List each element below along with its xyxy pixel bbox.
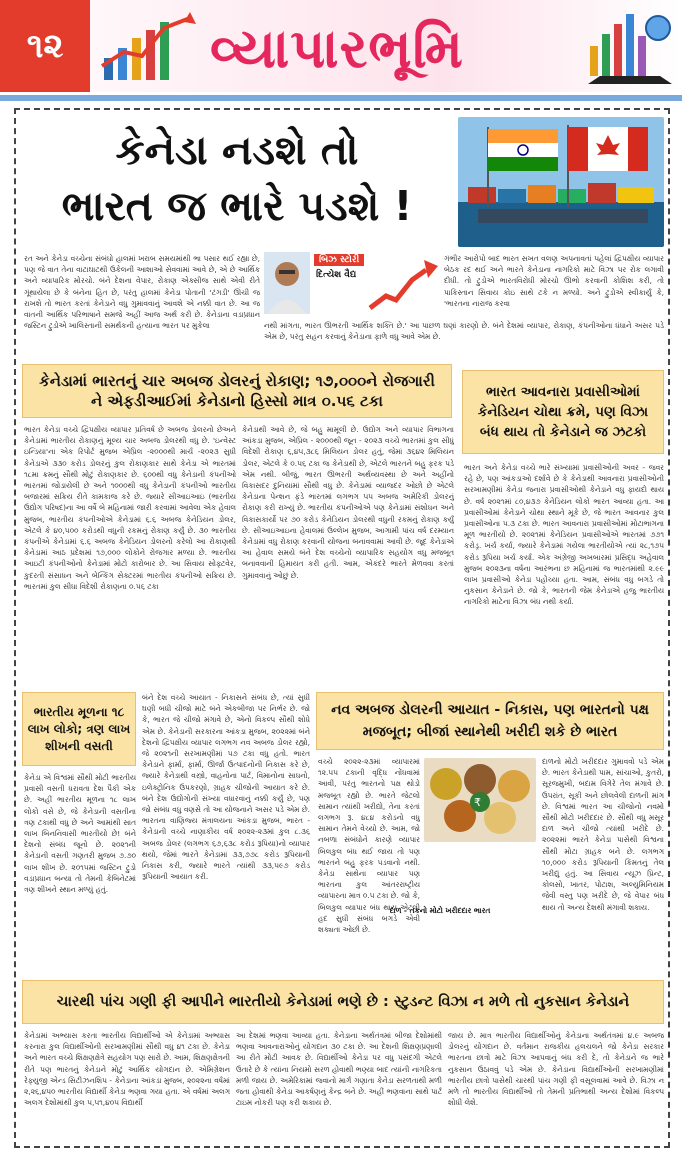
lead-column-3: નથી માંગતા, ભારત ઊભરતી આર્થિક શક્તિ છે.' આ પાછળ ઘણાં કારણો છે. બંને દેશમાં વ્યાપાર, રોકાણ, કંપનીઓના ધંધાને અસર પડે એમ છે, પરંતુ સહન કરવાનું કેનેડાના ફાળે વધુ આવે એમ છે. <box>264 321 664 342</box>
author-avatar <box>264 252 310 314</box>
trade-image-caption: દાળ - તકનો મોટો ખરીદદાર ભારત <box>389 906 491 915</box>
lead-column-2: ગંભીર આરોપો બાદ ભારત સખત વલણ અપનાવતાં પહેલાં દ્વિપક્ષીય વ્યાપાર બેઠક રદ થઈ અને ભારતે કેનેડાના નાગરિકો માટે વિઝા પર રોક લગાવી દીધી. તો ટ્રુડોએ ભારતવિરોધી મોરચો ઊભો કરવાની કોશિશ કરી, તો પાકિસ્તાન સિવાય કોઇ સાથે ટકે ન મળ્યો. અને ટ્રુડોએ સ્વીકાર્યું કે, 'ભારતના નારાજ કરવા <box>444 254 664 308</box>
svg-text:₹: ₹ <box>474 796 481 809</box>
diaspora-column-2: બંને દેશ વચ્ચે આયાત - નિકાસને સંબંધ છે, ત્યાં સુધી ઘણી બધી ચીજો માટે બંને એકબીજા પર નિર્ભર છે. જો કે, ભારત જે ચીજો મંગાવે છે, એનો વિકલ્પ સૌથી શોધે એમ છે. કેનેડાની સરકારના આંકડા મુજબ, ૨૦૨૨માં બંને દેશનો દ્વિપક્ષીય વ્યાપાર લગભગ નવ અબજ ડોલર રહ્યો, જે ૨૦૨૧ની સરખામણીમાં ૫૭ ટકા વધુ હતો. ભારત કેનેડાને ફાર્મા, ફાર્મા, ઊર્જા ઉત્પાદનોની નિકાસ કરે છે, જ્યારે કેનેડાથી વસ્ત્રો, વાહનોના પાર્ટ, વિમાનોના સાધનો, ઇલેક્ટ્રોનિક ઉપકરણો, ગ્રાહક ચીજોની આયાત કરે છે. બંને દેશ ઉદ્યોગોની સંખ્યા વધારવાનું નક્કી કર્યું છે, પણ જો સંબંધ વધુ વણસે તો આ યોજનાને અસર પડે એમ છે. ભારતના વાણિજ્ય મંત્રાલયના આંકડા મુજબ, ભારત - કેનેડાની વચ્ચે નાણાકીય વર્ષ ૨૦૨૨-૨૩માં કુલ ૮.૩૬ અબજ ડોલર (લગભગ ૬૭,૬૩૮ કરોડ રૂપિયા)નો વ્યાપાર થયો, જેમાં ભારતે કેનેડામાં ૩૩,૭૭૮ કરોડ રૂપિયાની નિકાસ કરી, જ્યારે ભારતે ત્યાંથી ૩૩,૫૯૭ કરોડ રૂપિયાની આયાત કરી. <box>142 693 310 882</box>
lead-column-1: રત અને કેનેડા વચ્ચેના સંબંધો હાલમાં ખરાબ સમયમાંથી ભા પસાર થઈ રહ્યા છે, પણ જે વાત તેના વાટાઘાટથી ઉકેલની આશાઓ સેવવામાં આવે છે, એ છે આર્થિક અને વ્યાપારિક મોરચો. બંને દેશના વેપાર, રોકાણ એક્સીજ સાથે એવી રીતે ગૂંથાયેલા છે કે બંનેના હિત છે, પરંતુ હાલમાં કેનેડા પોતાની 'ટંગડી' ઊંચી જ રાખશે તો ભારત કરતાં કેનેડાને વધુ ગુમાવવાનું આવશે એ નક્કી વાત છે. આ જ વાતની આર્થિક પરિભાષાને સમજે અહીં આજ અર્થ કરી છે. કેનેડાના વડાપ્રધાન જસ્ટિન ટ્રુડોએ ખાલિસ્તાની સમર્થકની હત્યાના ભારત પર મુકેલા <box>24 254 260 331</box>
lead-headline-line1: કેનેડા નડશે તો <box>115 126 359 174</box>
immigrants-headline: ભારત આવનારા પ્રવાસીઓમાં કેનેડિયન ચોથા ક્રમે, પણ વિઝા બંધ થાય તો કેનેડાને જ ઝટકો <box>462 370 664 454</box>
diaspora-headline: ભારતીય મૂળના ૧૮ લાખ લોકો; ત્રણ લાખ શીખની વસતી <box>22 692 136 766</box>
page-number: ૧૨ <box>0 0 90 92</box>
lead-headline-line2: ભારત જ ભારે પડશે ! <box>61 182 413 230</box>
diaspora-text: કેનેડા એ વિશ્વમાં સૌથી મોટી ભારતીય પ્રવાસી વસતી ધરાવતા દેશ પૈકી એક છે. અહીં ભારતીય મૂળના ૧૮ લાખ લોકો વસે છે, જે કેનેડાની વસતીના ત્રણ ટકાથી વધુ છે અને આમાંથી સાત લાખ બિનનિવાસી ભારતીયો છે! બંને દેશનો સંબંધ જૂનો છે. ૨૦૨૧ની કેનેડાની વસતી ગણતરી મુજબ ૭.૭૦ લાખ શીખ છે. ૨૦૧૫માં જસ્ટિન ટ્રુડો વડાપ્રધાન બન્યા તો તેમની કેબિનેટમાં ત્રણ શીખને સ્થાન મળ્યું હતું. <box>24 773 136 895</box>
lead-headline <box>22 122 452 234</box>
students-headline: ચારથી પાંચ ગણી ફી આપીને ભારતીયો કેનેડામાં ભણે છે : સ્ટુડન્ટ વિઝા ન મળે તો નુકસાન કેનેડાને <box>22 980 664 1024</box>
top-rule <box>0 95 682 101</box>
students-column-1: કેનેડામાં અભ્યાસ કરતા ભારતીય વિદ્યાર્થીઓ એ કેનેડામાં અભ્યાસ કરનારા કુલ વિદ્યાર્થીઓની સરખામણીમાં સૌથી વધુ ૪૧ ટકા છે. કેનેડા અને ભારત વચ્ચે શિક્ષણક્ષેત્રે સહયોગ પણ સારો છે. આમ, શિક્ષણક્ષેત્રની રીતે પણ ભારતનું કેનેડાને મોટું આર્થિક યોગદાન છે. એમિગ્રેશન રેફ્યુજી એન્ડ સિટીઝનશિપ - કેનેડાના આંકડા મુજબ, ૨૦૨૨ના વર્ષમાં ૨,૨૬,૪૫૦ ભારતીય વિદ્યાર્થી કેનેડા ભણવા ગયા હતા. એ વર્ષમાં અલગ અલગ દેશોમાંથી કુલ ૫,૫૧,૪૦૫ વિદ્યાર્થી <box>24 1031 230 1108</box>
masthead <box>90 0 682 92</box>
rising-arrow-icon <box>368 256 440 314</box>
investment-column-2: કેનેડાથી આવે છે, જે બહુ મામૂલી છે. ઉદ્યોગ અને વ્યાપાર વિભાગના આંકડા મુજબ, એપ્રિલ - ૨૦૦૦થી જૂન - ૨૦૨૩ વચ્ચે ભારતમાં કુલ સીધું વિદેશી રોકાણ ૬,૪૫,૩૮૬ મિલિયન ડોલર હતું, જેમાં ૩૬૪૨ મિલિયન ડોલર, એટલે કે ૦.૫૬ ટકા જ કેનેડાથી છે, એટલે ભારતને બહુ ફરક પડે એમ નથી. બીજું, ભારત ઊભરતી અર્થવ્યવસ્થા છે અને અહીંનો વિકાસદર દુનિયામાં સૌથી વધુ છે. કેનેડામાં વ્યાજદર ઓછો છે એટલે કેનેડાના પેન્શન ફંડે ભારતમાં લગભગ ૫૫ અબજ અમેરિકી ડોલરનું રોકાણ કરી રાખ્યું છે. ભારતીય કંપનીઓએ પણ કેનેડામાં સંશોધન અને વિકાસકાર્યો પર ૭૦ કરોડ કેનેડિયન ડોલરથી વધુની રકમનું રોકાણ કર્યું છે. સીઆઇઆઇના હેવાલમાં ઉલ્લેખ મુજબ, આગામી પાંચ વર્ષ દરમ્યાન કેનેડામાં વધુ રોકાણ કરવાની યોજના બનાવવામાં આવી છે. જૂદ કેનેડાએ આ હેવાલ સમયે બંને દેશ વચ્ચેનો વ્યાપારિક સહયોગ વધુ મજબૂત બનાવવાની હિમાયત કરી હતી. આમ, એકંદરે ભારતે મેળવવા કરતાં ગુમાવવાનું ઓછું છે. <box>242 425 454 580</box>
trade-column-2: દાળનો મોટો ખરીદદાર ગુમાવવો પડે એમ છે. ભારત કેનેડાથી પામ, સાંચાઓ, કુતરો, સૂરજમુખી, બદામ વિગેરે તેલ મંગાવે છે. ઉપરાંત, સૂકી અને છોલવેલી દાળની માંગ છે. વિશ્વમાં ભારત આ ચીજોનો નવમો સૌથી મોટો ખરીદદાર છે. સૌથી વધુ મસૂર દાળ અને ચીજો ત્યાંથી ખરીદે છે. ૨૦૨૨માં ભારતે કેનેડા પાસેથી વિશ્વના સૌથી મોટા ગ્રાહક બને છે. લગભગ ૧૦,૦૦૦ કરોડ રૂપિયાની કિંમતનું તેલ ખરીદ્યું હતું. આ સિવાય ન્યૂઝ પ્રિન્ટ, કોલસો, ખાતર, પોટાશ, અલ્યુમિનિયમ જેવી વસ્તુ પણ ખરીદે છે, જે વેપાર બંધ થાય તો અન્ય દેશથી મંગાવી શકાય. <box>542 757 664 912</box>
trade-headline: નવ અબજ ડોલરની આયાત - નિકાસ, પણ ભારતનો પક્ષ મજબૂત; બીજાં સ્થાનેથી ખરીદી શકે છે ભારત <box>316 692 664 750</box>
business-growth-icon <box>94 8 204 88</box>
newspaper-title: વ્યાપારભૂમિ <box>210 16 464 80</box>
byline-name: દિત્યેશ વૈદ્ય <box>316 270 357 280</box>
students-column-2: આ દેશમાં ભણવા આવ્યા હતા. કેનેડાના અર્થતંત્રમાં બીજા દેશોમાંથી ભણવા આવનારાઓનું યોગદાન ૩૦ ટકા છે. આ દેશની શિક્ષણપ્રણાલી આ રીતે મોટી આવક છે. વિદ્યાર્થીઓ કેનેડા પર વધુ પસંદગી એટલે ઉતારે છે કે ત્યાંના નિયમો સરળ હોવાથી ભણ્યા બાદ ત્યાંની નાગરિકતા મળી જાય છે. અમેરિકામાં જવાનો માર્ગ ગણાતા કેનેડા સરળતાથી મળી જતા હોવાથી કેનેડા આકર્ષણનું કેન્દ્ર બને છે. અહીં ભણવાના સાથે પાર્ટ ટાઇમ નોકરી પણ કરી શકાય છે. <box>236 1031 442 1108</box>
trade-column-1: વચ્ચે ૨૦૨૨-૨૩માં વ્યાપારમાં ૧૨.૫૫ ટકાની વૃદ્ધિ નોંધવામાં આવી, પરંતુ ભારતનો પક્ષ થોડો મજબૂત રહ્યો છે. ભારતે જેટલો સામાન ત્યાંથી ખરીદ્યો, તેના કરતાં લગભગ રૂ. ૪૮૪ કરોડનો વધુ સામાન તેમને વેચ્યો છે. આમ, જો નબળા સંબંધોને કારણે વ્યાપાર બિલકુલ બંધ થઈ જાય તો પણ ભારતને બહુ ફરક પડવાનો નથી. કેનેડા સાથેના વ્યાપાર પણ ભારતના કુલ આંતરરાષ્ટ્રીય વ્યાપારના માત્ર ૦.૫ ટકા છે. જો કે, બિલકુલ વ્યાપાર બંધ થાય એટલી હદ સુધી સંબંધ બગડે એવી શક્યતા ઓછી છે. <box>318 757 420 935</box>
india-canada-flags-image <box>458 117 664 247</box>
chart-globe-icon <box>580 6 678 88</box>
immigrants-text: ભારત અને કેનેડા વચ્ચે ભારે સંખ્યામાં પ્રવાસીઓની અવર - જવર રહે છે, પણ આંકડાઓ દર્શાવે છે કે કેનેડાથી આવનારા પ્રવાસીઓની સરખામણીમાં કેનેડા જનારા પ્રવાસીઓથી કેનેડાને વધુ ફાયદો થાય છે. વર્ષ ૨૦૨૧માં ૮૦,૪૩૭ કેનેડિયન લોકો ભારત આવ્યા હતા. આ પ્રવાસીઓમાં કેનેડાને ચોથા સ્થાને મૂકે છે, જે ભારત આવનાર કુલ પ્રવાસીઓના ૫.૩ ટકા છે. ભારત આવનારા પ્રવાસીઓમાં મોટાભાગના મૂળ ભારતીયો છે. ૨૦૨૧માં કેનેડિયન પ્રવાસીઓએ ભારતમાં ૭૭૧ કરોડ્ર. ખર્ચ કર્યા, જ્યારે કેનેડામાં ગયેલા ભારતીયોએ ત્યાં ૨૮,૧૭૫ કરોડ રૂપિયા ખર્ચ કર્યા. એક અંગ્રેજી અખબારમાં પ્રસિદ્ધ અહેવાલ મુજબ ૨૦૨૩ના વર્ષના આરંભના છ મહિનામાં જ ભારતમાંથી ૨.૯૯ લાખ પ્રવાસીઓ કેનેડા પહોંચ્યા હતા. આમ, સંબંધ વધુ બગડે તો નુકસાન કેનેડાને છે. જો કે, ભારતની જેમ કેનેડાએ હજુ ભારતીય નાગરિકો માટેના વિઝા બંધ નથી કર્યા. <box>464 463 664 607</box>
investment-headline: કેનેડામાં ભારતનું ચાર અબજ ડોલરનું રોકાણ; ૧૭,૦૦૦ને રોજગારી ને એફડીઆઈમાં કેનેડાનો હિસ્સો માત્ર ૦.૫૬ ટકા <box>22 364 452 418</box>
investment-column-1: ભારત કેનેડા વચ્ચે દ્વિપક્ષીય વ્યાપાર પ્રતિવર્ષ છે અબજ ડોલરનો છેઅને કેનેડામાં ભારતીય રોકાણનું મૂલ્ય ચાર અબજ ડોલરથી વધુ છે. 'ઇન્વેસ્ટ ઇન્ડિયા'ના એક રિપોર્ટ મુજબ એપ્રિલ -૨૦૦૦થી માર્ચ -૨૦૨૩ સુધી કેનેડાએ ૩૩૦ કરોડ ડોલરનું કુલ રોકાણકાર સાથે કેનેડા એ ભારતમાં ૧૮મા ક્રમનું સૌથી મોટું રોકાણકાર છે. ૬૦૦થી વધુ કેનેડાની કંપનીઓ ભારતમાં જોડાયેલી છે અને ૧૦૦૦થી વધુ કેનેડાની કંપનીઓ ભારતીય બજારમાં સક્રિય રીતે કામકાજ કરે છે. જ્યારે સીઆઇઆઇ (ભારતીય ઉદ્યોગ પરિષદ)ના આ વર્ષે બે મહિનામાં જારી કરવામાં આવેલા એક હેવાલ મુજબ, ભારતીય કંપનીઓએ કેનેડામાં ૬.૬ અબજ કેનેડિયન ડોલર, એટલે કે ૪૦,૫૦૦ કરોડથી વધુની રકમનું રોકાણ કર્યું છે. ૩૦ ભારતીય કંપનીએ કેનેડામાં ૬.૬ અબજ કેનેડિયન ડોલરનો કરેલો આ રોકાણથી કેનેડામાં આઠ પ્રદેશમાં ૧૭,૦૦૦ લોકોને રોજગાર મળ્યા છે. ભારતીય આઇટી કંપનીઓનો કેનેડામાં મોટો કારોબાર છે. આ સિવાય સોફ્ટવેર, કુદરતી સંસાધન અને બેન્કિંગ સેક્ટરમાં ભારતીય કંપનીઓ સક્રિય છે. ભારતમાં કુલ સીધા વિદેશી રોકાણના ૦.૫૬ ટકા <box>24 425 236 591</box>
byline-tag: બિઝ સ્ટોરી <box>314 254 364 266</box>
byline-box <box>264 252 440 318</box>
students-column-3: જાય છે. માત્ર ભારતીય વિદ્યાર્થીઓનું કેનેડાના અર્થતંત્રમાં ૪.૯ અબજ ડોલરનું યોગદાન છે. વર્તમાન રાજકીય હલચલને જો કેનેડા સરકાર ભારતના છાત્રો માટે વિઝા આપવાનું બંધ કરી દે, તો કેનેડાને જ ભારે નુકસાન ઉઠાવવું પડે એમ છે. કેનેડાના વિદ્યાર્થીઓની સરખામણીમાં ભારતીય છાત્રો પાસેથી ચારથી પાંચ ગણી ફી વસૂલવામાં આવે છે. વિઝા ન મળે તો ભારતીય વિદ્યાર્થીઓ તો તેમની પ્રતિભાથી અન્ય દેશોમાં વિકલ્પ શોધી લેશે. <box>448 1031 664 1108</box>
trade-image <box>424 758 536 842</box>
